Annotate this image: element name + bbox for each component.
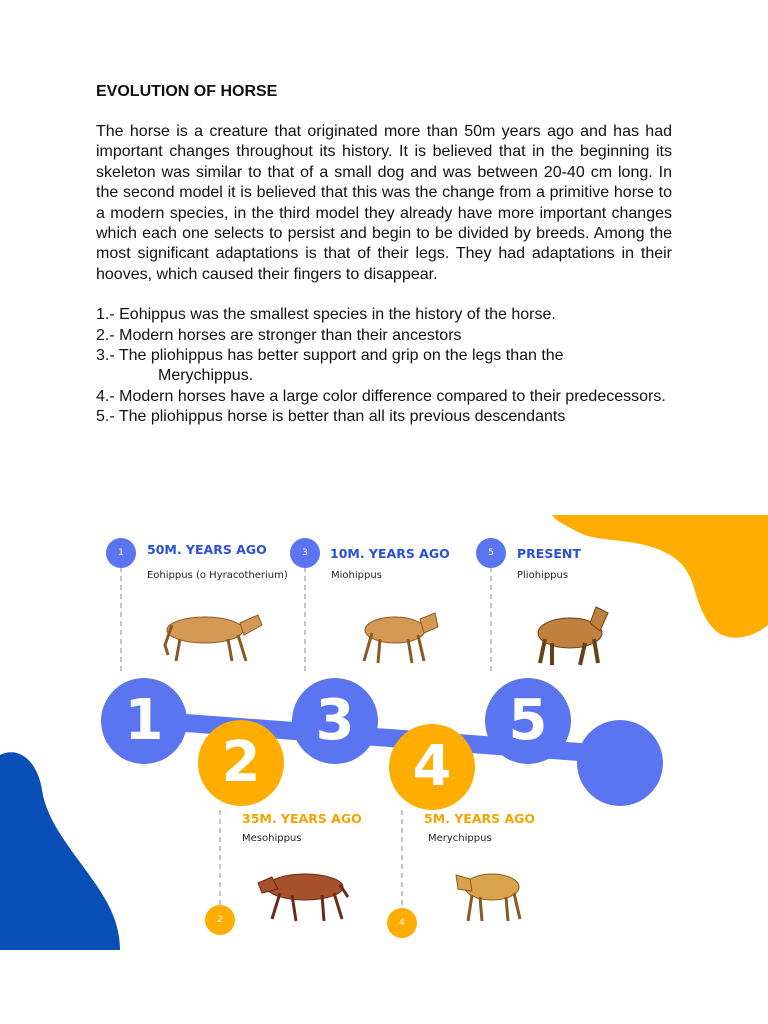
list-item: 5.- The pliohippus horse is better than all its previous descendants (96, 408, 566, 426)
intro-paragraph: The horse is a creature that originated more than 50m years ago and has had important changes throughout its history. It is believed that in the beginning its skeleton was similar to that of a small dog and was between 20-40 cm long. In the second model it is believed that this was the change from a primitive horse to a modern species, in the third model they already have more important changes which each one selects to persist and begin to be divided by breeds. Among the most significant adaptations is that of their legs. They had adaptations in their hooves, which caused their fingers to disappear. (96, 123, 672, 283)
stage-2-era: 35M. YEARS AGO (242, 811, 362, 826)
horse-evolution-infographic (0, 515, 768, 950)
stage-5-species: Pliohippus (517, 570, 569, 581)
list-item: 2.- Modern horses are stronger than their ancestors (96, 326, 462, 344)
facts-list (96, 305, 672, 427)
stage-1-species: Eohippus (o Hyracotherium) (147, 570, 288, 581)
stage-3-species: Miohippus (331, 570, 382, 581)
timeline-number-3: 3 (315, 688, 355, 753)
list-item: 1.- Eohippus was the smallest species in the history of the horse. (96, 306, 556, 324)
mesohippus-illustration (258, 874, 348, 921)
timeline-number-4: 4 (412, 734, 452, 799)
stage-3-small-number: 3 (302, 548, 308, 558)
stage-4-era: 5M. YEARS AGO (424, 811, 536, 826)
eohippus-illustration (165, 615, 262, 661)
stage-4-small-number: 4 (399, 918, 405, 928)
stage-5-era: PRESENT (517, 546, 581, 561)
timeline-number-1: 1 (124, 688, 164, 753)
timeline-number-5: 5 (508, 688, 548, 753)
stage-1-small-number: 1 (118, 548, 124, 558)
merychippus-illustration (456, 874, 520, 921)
blue-blob-decoration (0, 752, 120, 950)
stage-3-era: 10M. YEARS AGO (330, 546, 450, 561)
stage-1-era: 50M. YEARS AGO (147, 542, 267, 557)
list-item: 3.- The pliohippus has better support and grip on the legs than the (96, 347, 564, 365)
list-item: 4.- Modern horses have a large color difference compared to their predecessors. (96, 387, 666, 405)
document (96, 80, 672, 428)
timeline-end-circle (577, 720, 663, 806)
document-title: EVOLUTION OF HORSE (96, 83, 278, 100)
list-item-continuation: Merychippus. (158, 367, 254, 385)
miohippus-illustration (364, 613, 438, 663)
pliohippus-illustration (538, 607, 608, 665)
stage-4-species: Merychippus (428, 833, 492, 844)
timeline-number-2: 2 (221, 730, 261, 795)
stage-5-small-number: 5 (488, 548, 494, 558)
stage-2-small-number: 2 (217, 915, 223, 925)
stage-2-species: Mesohippus (242, 833, 302, 844)
